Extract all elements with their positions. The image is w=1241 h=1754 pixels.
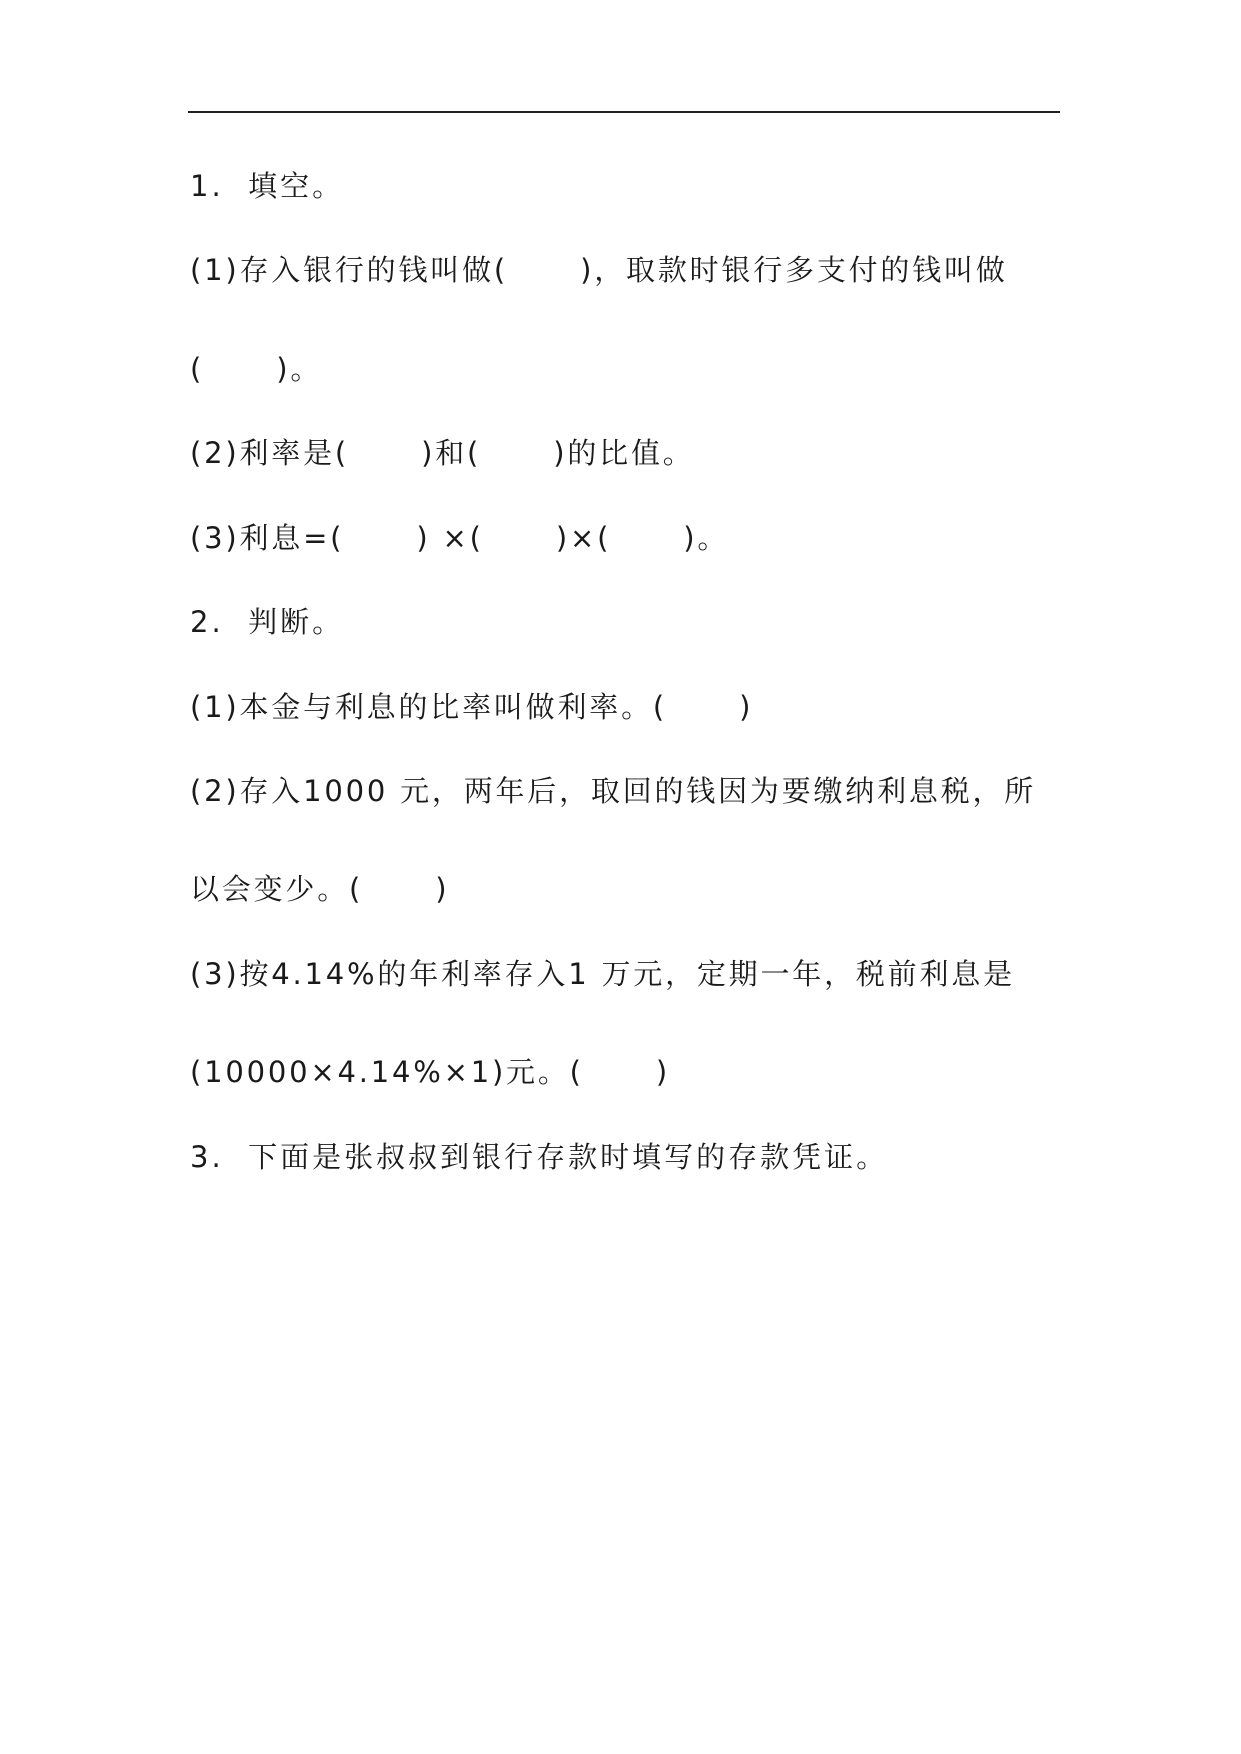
header-rule	[188, 111, 1060, 113]
question-2-3-line-1: (3)按4.14%的年利率存入1 万元，定期一年，税前利息是	[190, 957, 1015, 991]
question-2-1: (1)本金与利息的比率叫做利率。( )	[190, 690, 754, 724]
question-1-3: (3)利息=( ) ×( )×( )。	[190, 521, 730, 555]
question-1-2: (2)利率是( )和( )的比值。	[190, 436, 695, 470]
question-1-1-line-2: ( )。	[190, 352, 323, 386]
question-2-title: 2. 判断。	[190, 605, 345, 639]
question-1-1-line-1: (1)存入银行的钱叫做( )，取款时银行多支付的钱叫做	[190, 253, 1008, 287]
question-1-title: 1. 填空。	[190, 169, 345, 203]
question-2-2-line-1: (2)存入1000 元，两年后，取回的钱因为要缴纳利息税，所	[190, 774, 1037, 808]
question-2-2-line-2: 以会变少。( )	[190, 872, 450, 906]
question-3-title: 3. 下面是张叔叔到银行存款时填写的存款凭证。	[190, 1140, 889, 1174]
question-2-3-line-2: (10000×4.14%×1)元。( )	[190, 1055, 670, 1089]
